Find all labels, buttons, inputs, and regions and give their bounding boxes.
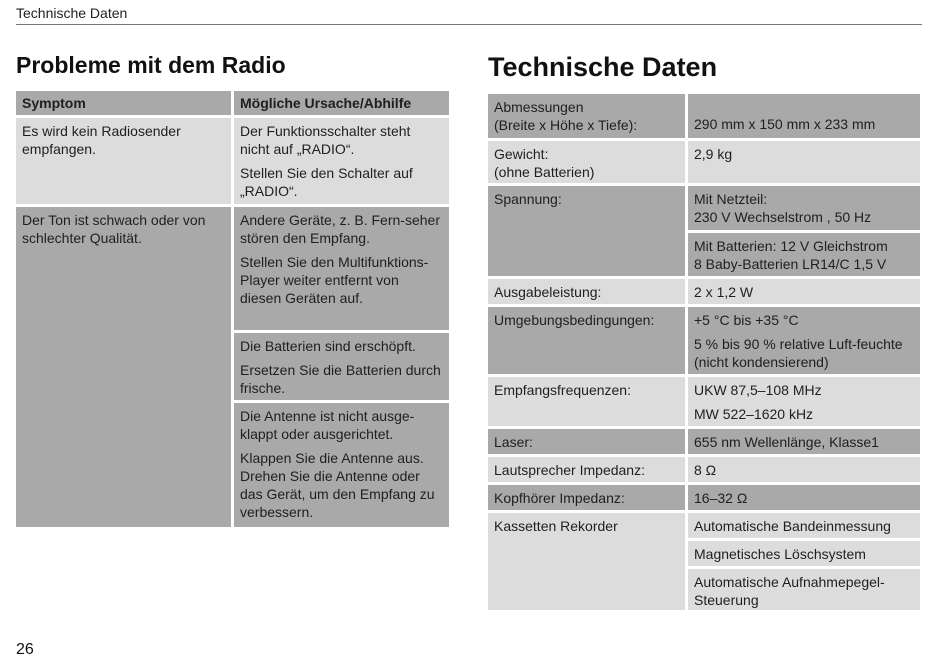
remedy-text: Stellen Sie den Multifunktions-Player weiter entfernt von diesen Geräten auf. <box>240 254 429 306</box>
symptom-header: Symptom <box>16 91 231 115</box>
label-text: Empfangsfrequenzen: <box>494 382 631 398</box>
cause-cell-2 <box>234 207 449 330</box>
cause-text: Die Batterien sind erschöpft. <box>240 338 416 354</box>
value-text: 2 x 1,2 W <box>694 284 754 300</box>
value-text: 655 nm Wellenlänge, Klasse1 <box>694 434 879 450</box>
value-text: +5 °C bis +35 °C <box>694 312 799 328</box>
spec-label-voltage <box>488 186 685 276</box>
spec-value-dimensions <box>688 94 920 138</box>
spec-value-speaker <box>688 457 920 482</box>
label-text: Spannung: <box>494 191 562 207</box>
label-text: Ausgabeleistung: <box>494 284 602 300</box>
cause-cell-3 <box>234 333 449 400</box>
spec-label-output <box>488 279 685 304</box>
value-text: 2,9 kg <box>694 146 733 162</box>
value-text: 8 Ω <box>694 462 717 478</box>
spec-label-cassette <box>488 513 685 610</box>
spec-value-cassette-3 <box>688 569 920 610</box>
spec-value-voltage-battery <box>688 233 920 276</box>
value-text: 16–32 Ω <box>694 490 748 506</box>
cause-text: Die Antenne ist nicht ausge-klappt oder ausgerichtet. <box>240 408 415 442</box>
running-header: Technische Daten <box>16 5 128 21</box>
troubleshooting-title: Probleme mit dem Radio <box>16 52 286 78</box>
spec-label-headphones <box>488 485 685 510</box>
value-text: Magnetisches Löschsystem <box>694 546 866 562</box>
spec-value-headphones <box>688 485 920 510</box>
cause-text: Andere Geräte, z. B. Fern-seher stören den Empfang. <box>240 212 440 246</box>
value-line: Mit Batterien: 12 V Gleichstrom <box>694 238 888 254</box>
page-number: 26 <box>16 641 34 658</box>
label-text: Umgebungsbedingungen: <box>494 312 655 328</box>
spec-label-frequencies <box>488 377 685 426</box>
cause-cell-1 <box>234 118 449 204</box>
cause-header: Mögliche Ursache/Abhilfe <box>234 91 449 115</box>
label-line: (Breite x Höhe x Tiefe): <box>494 117 638 133</box>
spec-value-output <box>688 279 920 304</box>
symptom-text: Es wird kein Radiosender empfangen. <box>22 123 181 157</box>
specs-title: Technische Daten <box>488 52 718 82</box>
symptom-text: Der Ton ist schwach oder von schlechter Qualität. <box>22 212 206 246</box>
spec-value-laser <box>688 429 920 454</box>
spec-value-frequencies <box>688 377 920 426</box>
remedy-text: Stellen Sie den Schalter auf „RADIO“. <box>240 165 413 199</box>
spec-label-weight <box>488 141 685 183</box>
spec-value-weight <box>688 141 920 183</box>
label-text: Lautsprecher Impedanz: <box>494 462 645 478</box>
spec-value-environment <box>688 307 920 374</box>
symptom-cell-1 <box>16 118 231 204</box>
spec-label-laser <box>488 429 685 454</box>
spec-label-speaker <box>488 457 685 482</box>
value-line: Mit Netzteil: <box>694 191 768 207</box>
label-line: (ohne Batterien) <box>494 164 595 180</box>
symptom-cell-2 <box>16 207 231 527</box>
value-text: Automatische Aufnahmepegel-Steuerung <box>694 574 885 608</box>
remedy-text: Ersetzen Sie die Batterien durch frische. <box>240 362 441 396</box>
spec-value-cassette-1 <box>688 513 920 538</box>
value-line: 230 V Wechselstrom , 50 Hz <box>694 209 872 225</box>
header-rule <box>16 24 922 25</box>
value-text: 290 mm x 150 mm x 233 mm <box>694 116 876 132</box>
cause-text: Der Funktionsschalter steht nicht auf „RADIO“. <box>240 123 411 157</box>
label-text: Kassetten Rekorder <box>494 518 618 534</box>
spec-label-dimensions <box>488 94 685 138</box>
value-line: 8 Baby-Batterien LR14/C 1,5 V <box>694 256 887 272</box>
spec-value-voltage-mains <box>688 186 920 230</box>
value-text: MW 522–1620 kHz <box>694 406 814 422</box>
label-text: Laser: <box>494 434 533 450</box>
spec-value-cassette-2 <box>688 541 920 566</box>
label-line: Gewicht: <box>494 146 549 162</box>
value-text: UKW 87,5–108 MHz <box>694 382 822 398</box>
value-text: 5 % bis 90 % relative Luft-feuchte (nicht kondensierend) <box>694 336 903 370</box>
label-line: Abmessungen <box>494 99 584 115</box>
remedy-text: Klappen Sie die Antenne aus. Drehen Sie die Antenne oder das Gerät, um den Empfang zu verbessern. <box>240 450 435 520</box>
label-text: Kopfhörer Impedanz: <box>494 490 625 506</box>
spec-label-environment <box>488 307 685 374</box>
cause-cell-4 <box>234 403 449 527</box>
value-text: Automatische Bandeinmessung <box>694 518 891 534</box>
